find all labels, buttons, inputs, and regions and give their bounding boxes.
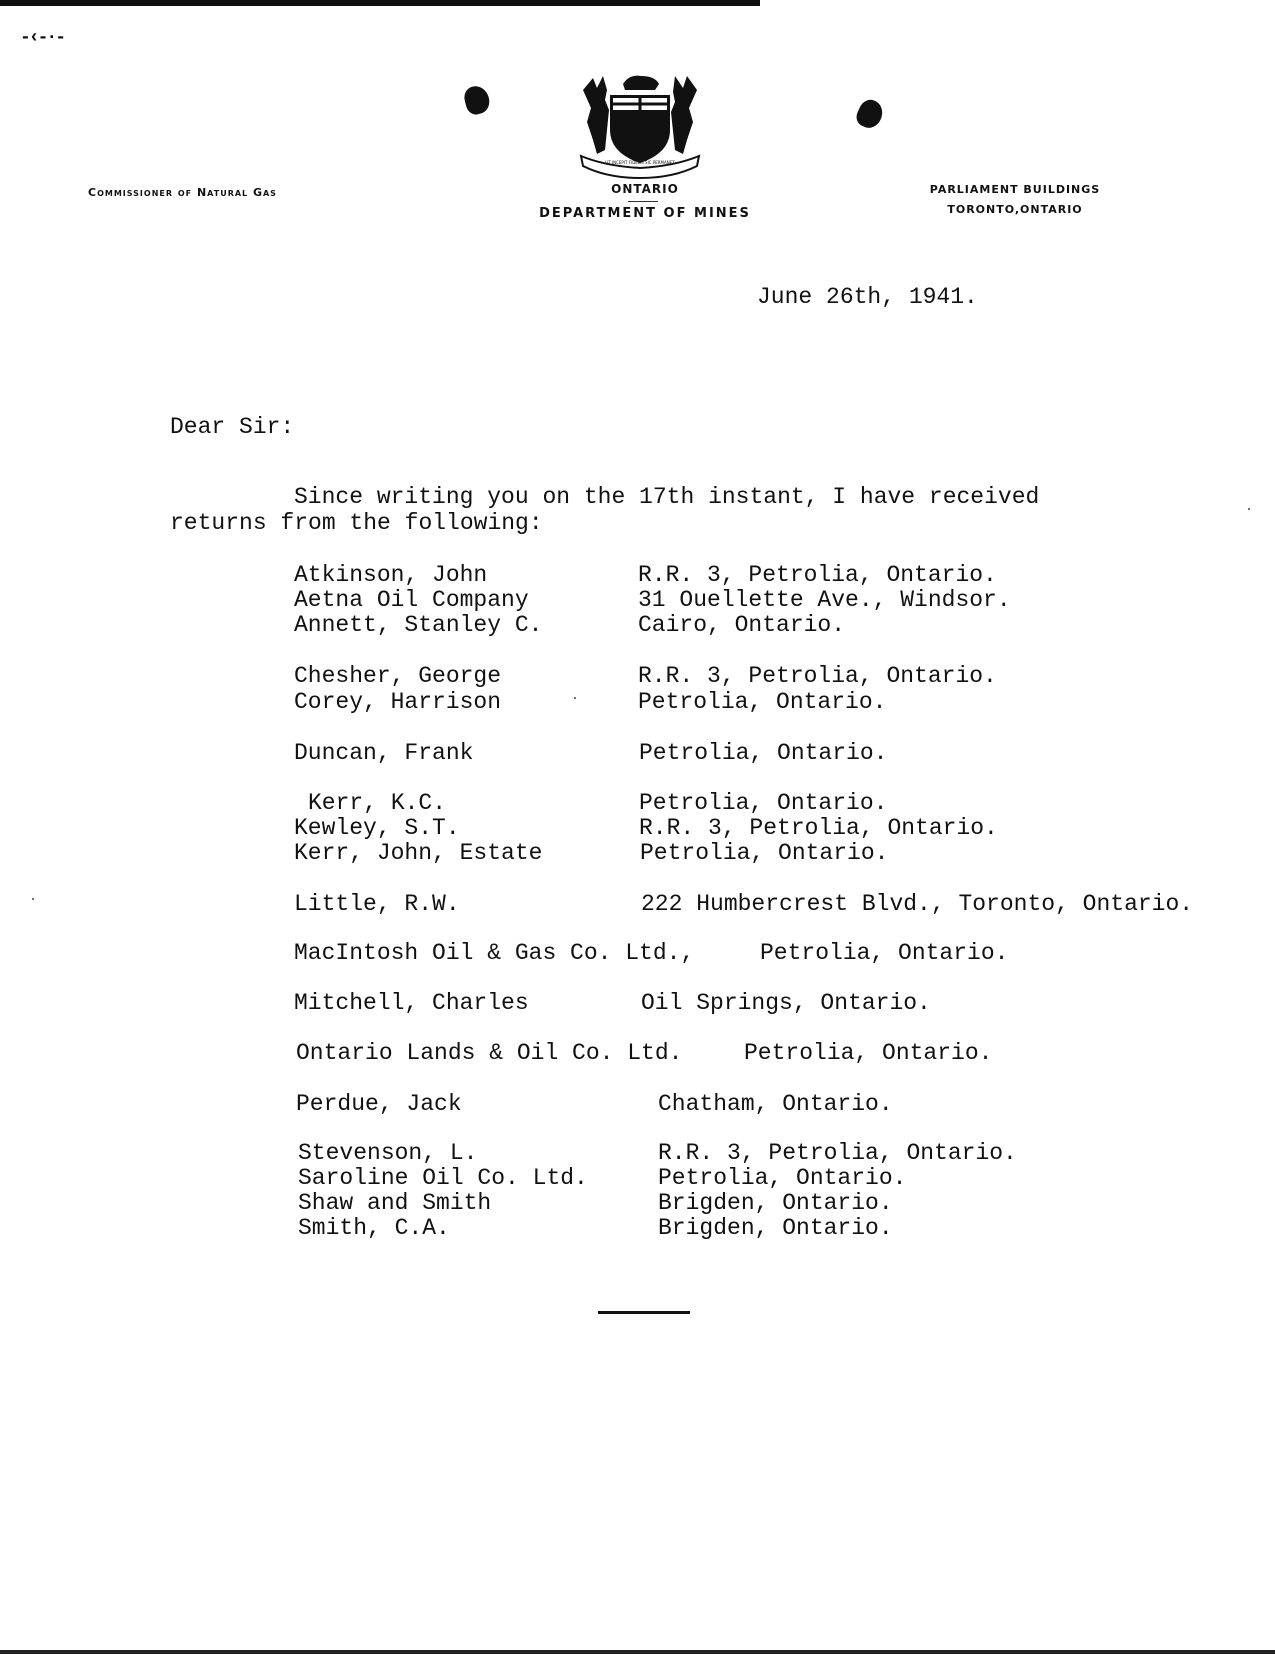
corner-mark: -‹-·- — [20, 28, 65, 48]
letterhead-address-line2: TORONTO,ONTARIO — [947, 203, 1083, 216]
entry-address: Petrolia, Ontario. — [744, 1040, 993, 1066]
speck — [1248, 508, 1250, 510]
entry-address: Petrolia, Ontario. — [638, 689, 887, 715]
letterhead-province: ONTARIO — [611, 182, 679, 196]
ink-blot-right — [853, 96, 887, 132]
entry-name: Little, R.W. — [294, 891, 460, 917]
entry-address: Chatham, Ontario. — [658, 1091, 893, 1117]
letter-salutation: Dear Sir: — [170, 414, 295, 440]
entry-name: Perdue, Jack — [296, 1091, 462, 1117]
entry-address: R.R. 3, Petrolia, Ontario. — [658, 1140, 1017, 1166]
page-top-border — [0, 0, 760, 6]
entry-address: Petrolia, Ontario. — [639, 740, 888, 766]
speck — [574, 697, 576, 699]
entry-address: Petrolia, Ontario. — [658, 1165, 907, 1191]
page-bottom-border — [0, 1650, 1275, 1654]
letter-intro-line2: returns from the following: — [170, 510, 543, 536]
letterhead-rule — [628, 201, 658, 202]
entry-name: Chesher, George — [294, 663, 502, 689]
entry-address: 222 Humbercrest Blvd., Toronto, Ontario. — [641, 891, 1194, 917]
ontario-coat-of-arms — [575, 70, 705, 185]
entry-address: R.R. 3, Petrolia, Ontario. — [638, 663, 997, 689]
letter-date: June 26th, 1941. — [757, 284, 978, 310]
entry-address: Petrolia, Ontario. — [639, 790, 888, 816]
entry-name: Ontario Lands & Oil Co. Ltd. — [296, 1040, 683, 1066]
letterhead-address — [900, 180, 1130, 220]
entry-name: Shaw and Smith — [298, 1190, 492, 1216]
entry-name: Aetna Oil Company — [294, 587, 529, 613]
entry-address: Petrolia, Ontario. — [640, 840, 889, 866]
letterhead-office: Commissioner of Natural Gas — [88, 186, 277, 199]
entry-name: Corey, Harrison — [294, 689, 502, 715]
entry-name: Duncan, Frank — [294, 740, 474, 766]
entry-name: Kerr, K.C. — [308, 790, 447, 816]
entry-name: Kewley, S.T. — [294, 815, 460, 841]
entry-name: Kerr, John, Estate — [294, 840, 543, 866]
entry-name: Mitchell, Charles — [294, 990, 529, 1016]
entry-name: Atkinson, John — [294, 562, 488, 588]
entry-address: Petrolia, Ontario. — [760, 940, 1009, 966]
entry-address: Cairo, Ontario. — [638, 612, 846, 638]
entry-address: Brigden, Ontario. — [658, 1190, 893, 1216]
entry-address: Oil Springs, Ontario. — [641, 990, 931, 1016]
entry-address: Brigden, Ontario. — [658, 1215, 893, 1241]
closing-divider — [598, 1311, 690, 1314]
entry-address: 31 Ouellette Ave., Windsor. — [638, 587, 1011, 613]
entry-name: Annett, Stanley C. — [294, 612, 543, 638]
entry-name: Saroline Oil Co. Ltd. — [298, 1165, 588, 1191]
speck — [32, 898, 34, 900]
entry-address: R.R. 3, Petrolia, Ontario. — [639, 815, 998, 841]
ink-blot-left — [462, 83, 492, 116]
crest-motto: UT INCEPIT FIDELIS SIC PERMANET — [605, 160, 675, 165]
letter-intro-line1: Since writing you on the 17th instant, I have received — [294, 484, 1040, 510]
entry-name: Stevenson, L. — [298, 1140, 478, 1166]
entry-name: MacIntosh Oil & Gas Co. Ltd., — [294, 940, 695, 966]
letterhead-address-line1: PARLIAMENT BUILDINGS — [929, 183, 1101, 196]
entry-name: Smith, C.A. — [298, 1215, 450, 1241]
letterhead-department: DEPARTMENT OF MINES — [539, 206, 751, 221]
entry-address: R.R. 3, Petrolia, Ontario. — [638, 562, 997, 588]
